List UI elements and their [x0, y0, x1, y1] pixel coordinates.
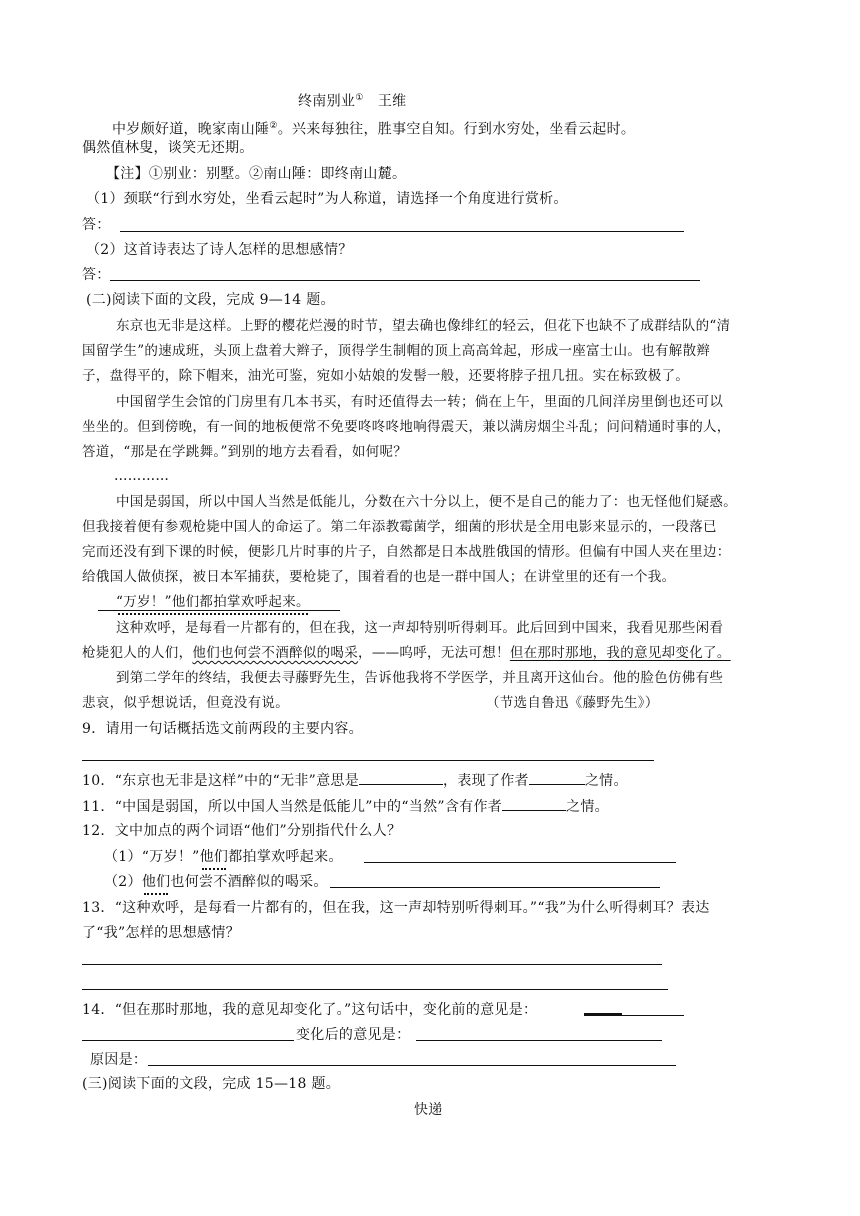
- answer-line-13b[interactable]: [82, 989, 668, 990]
- poem-line-1: 中岁颇好道，晚家南山陲②。兴来每独往，胜事空自知。行到水穷处，坐看云起时。: [112, 121, 636, 138]
- poem-notes: 【注】①别业：别墅。②南山陲：即终南山麓。: [106, 166, 407, 182]
- poem-title-line: [298, 88, 406, 112]
- answer-line-14d[interactable]: [148, 1065, 676, 1066]
- answer-line-14a[interactable]: [584, 1015, 684, 1016]
- para4-cheer: “万岁！”他们都拍掌欢呼起来。: [116, 594, 310, 610]
- question-10: 10．“东京也无非是这样”中的“无非”意思是 ，表现了作者 之情。: [82, 770, 628, 791]
- para1-line3: 子，盘得平的，除下帽来，油光可鉴，宛如小姑娘的发髻一般，还要将脖子扭几扭。实在标致极了。: [82, 368, 690, 384]
- question-14-line2: 变化后的意见是：: [296, 1027, 411, 1043]
- blank-10b[interactable]: [529, 770, 585, 785]
- answer-line-14b[interactable]: [82, 1040, 294, 1041]
- answer-line-1[interactable]: [120, 231, 684, 232]
- question-11: 11．“中国是弱国，所以中国人当然是低能儿”中的“当然”含有作者 之情。: [82, 796, 609, 817]
- question-14-line1: 14．“但在那时那地，我的意见却变化了。”这句话中，变化前的意见是：: [82, 1002, 538, 1018]
- answer-line-14c[interactable]: [416, 1040, 662, 1041]
- answer-label-1: 答：: [82, 217, 111, 233]
- para2-line3: 答道，“那是在学跳舞。”到别的地方去看看，如何呢？: [82, 444, 408, 460]
- answer-line-12-2[interactable]: [330, 887, 660, 888]
- question-14-line3: 原因是：: [90, 1052, 148, 1068]
- para2-line1: 中国留学生会馆的门房里有几本书买，有时还值得去一转；倘在上午，里面的几间洋房里倒也还可以: [116, 394, 724, 410]
- section3-title: 快递: [414, 1102, 443, 1118]
- question-12-1: （1）“万岁！”他们都拍掌欢呼起来。: [104, 849, 343, 865]
- para2-line2: 坐坐的。但到傍晚，有一间的地板便常不免要咚咚咚地响得震天，兼以满房烟尘斗乱；问问精通时事的人，: [82, 419, 731, 435]
- answer-line-2[interactable]: [110, 280, 700, 281]
- blank-10a[interactable]: [359, 770, 443, 785]
- poem-title-note: ①: [355, 93, 364, 103]
- wavy-underlined-phrase: 他们也何尝不酒醉似的喝采: [192, 645, 359, 661]
- underlined-sentence: 但在那时那地，我的意见却变化了。: [509, 645, 731, 661]
- poem-author: 王维: [377, 93, 407, 110]
- section2-heading: (二)阅读下面的文段，完成 9—14 题。: [86, 292, 335, 308]
- answer-line-9[interactable]: [82, 760, 654, 761]
- para5-line1: 这种欢呼，是每看一片都有的，但在我，这一声却特别听得刺耳。此后回到中国来，我看见那些闲看: [116, 620, 724, 636]
- para1-line2: 国留学生”的速成班，头顶上盘着大辫子，顶得学生制帽的顶上高高耸起，形成一座富士山。也有解散辫: [82, 343, 711, 359]
- question-12: 12．文中加点的两个词语“他们”分别指代什么人？: [82, 823, 402, 839]
- para3-line1: 中国是弱国，所以中国人当然是低能儿，分数在六十分以上，便不是自己的能力了：也无怪他们疑惑。: [116, 494, 737, 510]
- poem-title: 终南别业: [298, 93, 356, 110]
- para6-line2: 悲哀，似乎想说话，但竟没有说。: [82, 695, 289, 711]
- para1-line1: 东京也无非是这样。上野的樱花烂漫的时节，望去确也像绯红的轻云，但花下也缺不了成群结队的“清: [116, 318, 731, 334]
- source-citation: （节选自鲁迅《藤野先生》）: [486, 695, 659, 711]
- answer-line-14a-mark: [584, 1013, 622, 1015]
- question-13-line1: 13．“这种欢呼，是每看一片都有的，但在我，这一声却特别听得刺耳。”“我”为什么听得刺耳？表达: [82, 900, 710, 916]
- ellipsis: …………: [114, 468, 170, 484]
- question-9: 9．请用一句话概括选文前两段的主要内容。: [82, 721, 363, 737]
- answer-line-13a[interactable]: [82, 964, 662, 965]
- para3-line2: 但我接着便有参观枪毙中国人的命运了。第二年添教霉菌学，细菌的形状是全用电影来显示的，一段落已: [82, 519, 717, 535]
- question-13-line2: 了“我”怎样的思想感情？: [82, 925, 240, 941]
- section3-heading: (三)阅读下面的文段，完成 15—18 题。: [82, 1076, 341, 1092]
- answer-line-12-1[interactable]: [364, 862, 676, 863]
- para5-line2: 枪毙犯人的人们，他们也何尝不酒醉似的喝采，——呜呼，无法可想！但在那时那地，我的意见却变化了。: [82, 645, 731, 661]
- answer-label-2: 答：: [82, 267, 111, 283]
- blank-11[interactable]: [502, 796, 566, 811]
- question-12-2: （2）他们也何尝不酒醉似的喝采。: [104, 874, 328, 890]
- question-poem-2: （2）这首诗表达了诗人怎样的思想感情？: [86, 242, 353, 258]
- para4-underline: [98, 610, 340, 611]
- poem-line-2: 偶然值林叟，谈笑无还期。: [82, 140, 254, 156]
- para3-line4: 给俄国人做侦探，被日本军捕获，要枪毙了，围着看的也是一群中国人；在讲堂里的还有一个我。: [82, 569, 676, 585]
- question-poem-1: （1）颈联“行到水穷处，坐看云起时”为人称道，请选择一个角度进行赏析。: [86, 191, 568, 207]
- para3-line3: 完而还没有到下课的时候，便影几片时事的片子，自然都是日本战胜俄国的情形。但偏有中国人夹在里边：: [82, 544, 731, 560]
- poem-line-note: ②: [269, 121, 278, 131]
- para6-line1: 到第二学年的终结，我便去寻藤野先生，告诉他我将不学医学，并且离开这仙台。他的脸色仿佛有些: [116, 670, 724, 686]
